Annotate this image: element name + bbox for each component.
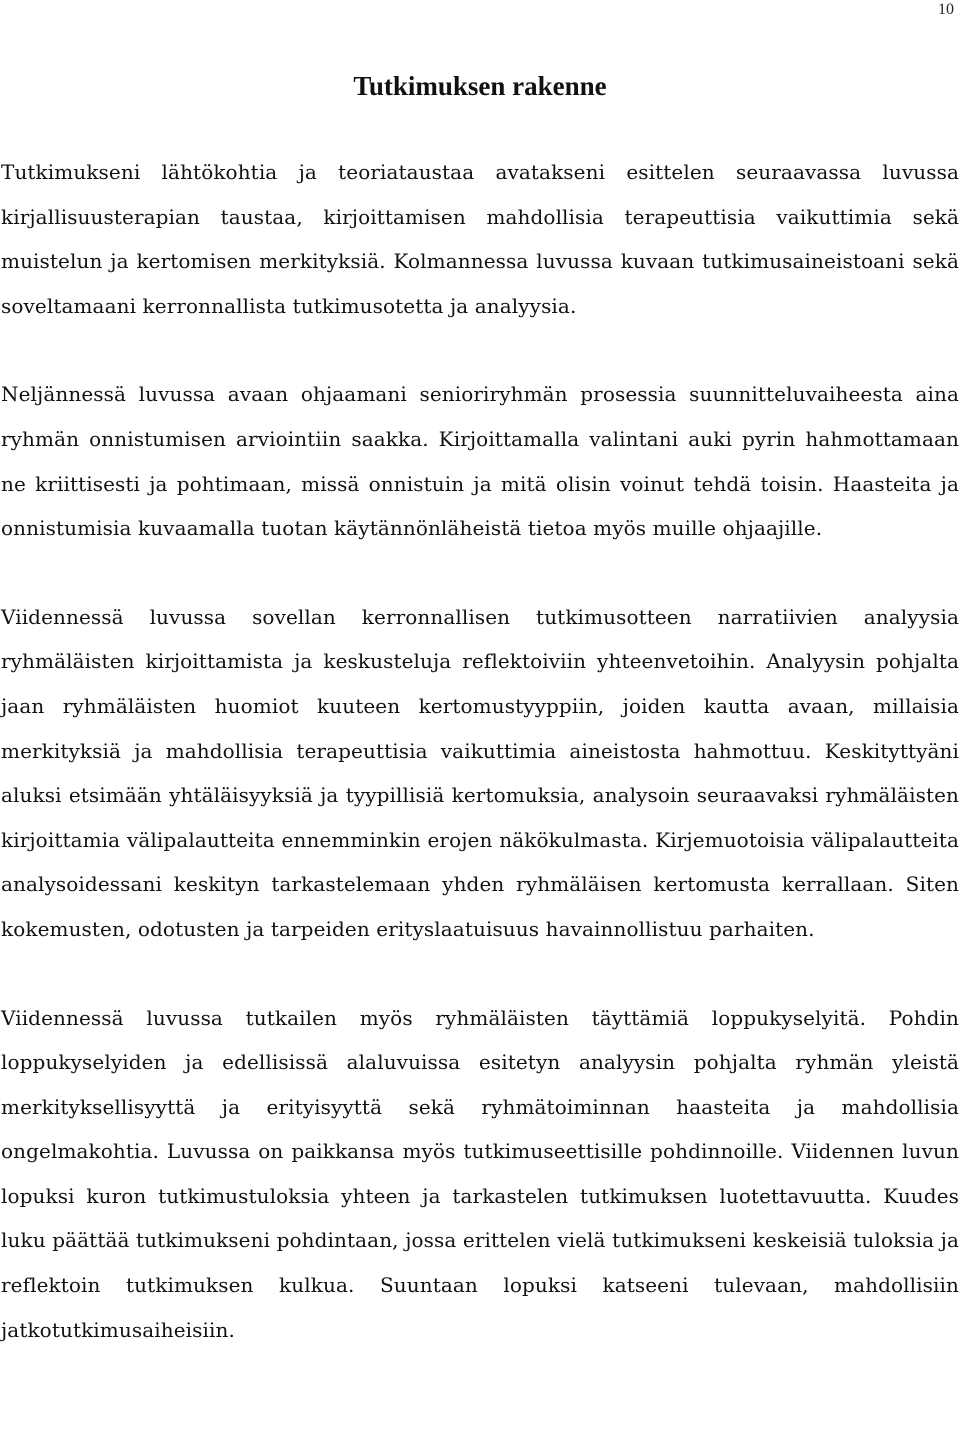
paragraph-1: Tutkimukseni lähtökohtia ja teoriataustaa avatakseni esittelen seuraavassa luvussa kirjallisuusterapian taustaa, kirjoittamisen mahdollisia terapeuttisia vaikuttimia sekä muistelun ja kertomisen merkityksiä. Kolmannessa luvussa kuvaan tutkimusaineistoani sekä soveltamaani kerronnallista tutkimusotetta ja analyysia. xyxy=(1,160,959,318)
paragraph-3: Viidennessä luvussa sovellan kerronnallisen tutkimusotteen narratiivien analyysia ryhmäläisten kirjoittamista ja keskusteluja reflektoiviin yhteenvetoihin. Analyysin pohjalta jaan ryhmäläisten huomiot kuuteen kertomustyyppiin, joiden kautta avaan, millaisia merkityksiä ja mahdollisia terapeuttisia vaikuttimia aineistosta hahmottuu. Keskityttyäni aluksi etsimään yhtäläisyyksiä ja tyypillisiä kertomuksia, analysoin seuraavaksi ryhmäläisten kirjoittamia välipalautteita ennemminkin erojen näkökulmasta. Kirjemuotoisia välipalautteita analysoidessani keskityn tarkastelemaan yhden ryhmäläisen kertomusta kerrallaan. Siten kokemusten, odotusten ja tarpeiden erityslaatuisuus havainnollistuu parhaiten. xyxy=(1,604,959,941)
paragraph-2: Neljännessä luvussa avaan ohjaamani senioriryhmän prosessia suunnitteluvaiheesta aina ryhmän onnistumisen arviointiin saakka. Kirjoittamalla valintani auki pyrin hahmottamaan ne kriittisesti ja pohtimaan, missä onnistuin ja mitä olisin voinut tehdä toisin. Haasteita ja onnistumisia kuvaamalla tuotan käytännönläheistä tietoa myös muille ohjaajille. xyxy=(1,382,959,541)
paragraph-4: Viidennessä luvussa tutkailen myös ryhmäläisten täyttämiä loppukyselyitä. Pohdin loppukyselyiden ja edellisissä alaluvuissa esitetyn analyysin pohjalta ryhmän yleistä merkityksellisyyttä ja erityisyyttä sekä ryhmätoiminnan haasteita ja mahdollisia ongelmakohtia. Luvussa on paikkansa myös tutkimuseettisille pohdinnoille. Viidennen luvun lopuksi kuron tutkimustuloksia yhteen ja tarkastelen tutkimuksen luotettavuutta. Kuudes luku päättää tutkimukseni pohdintaan, jossa erittelen vielä tutkimukseni keskeisiä tuloksia ja reflektoin tutkimuksen kulkua. Suuntaan lopuksi katseeni tulevaan, mahdollisiin jatkotutkimusaiheisiin. xyxy=(1,1005,959,1342)
page-title: Tutkimuksen rakenne xyxy=(353,71,607,101)
page-number: 10 xyxy=(938,1,954,18)
body-text xyxy=(1,150,959,1352)
